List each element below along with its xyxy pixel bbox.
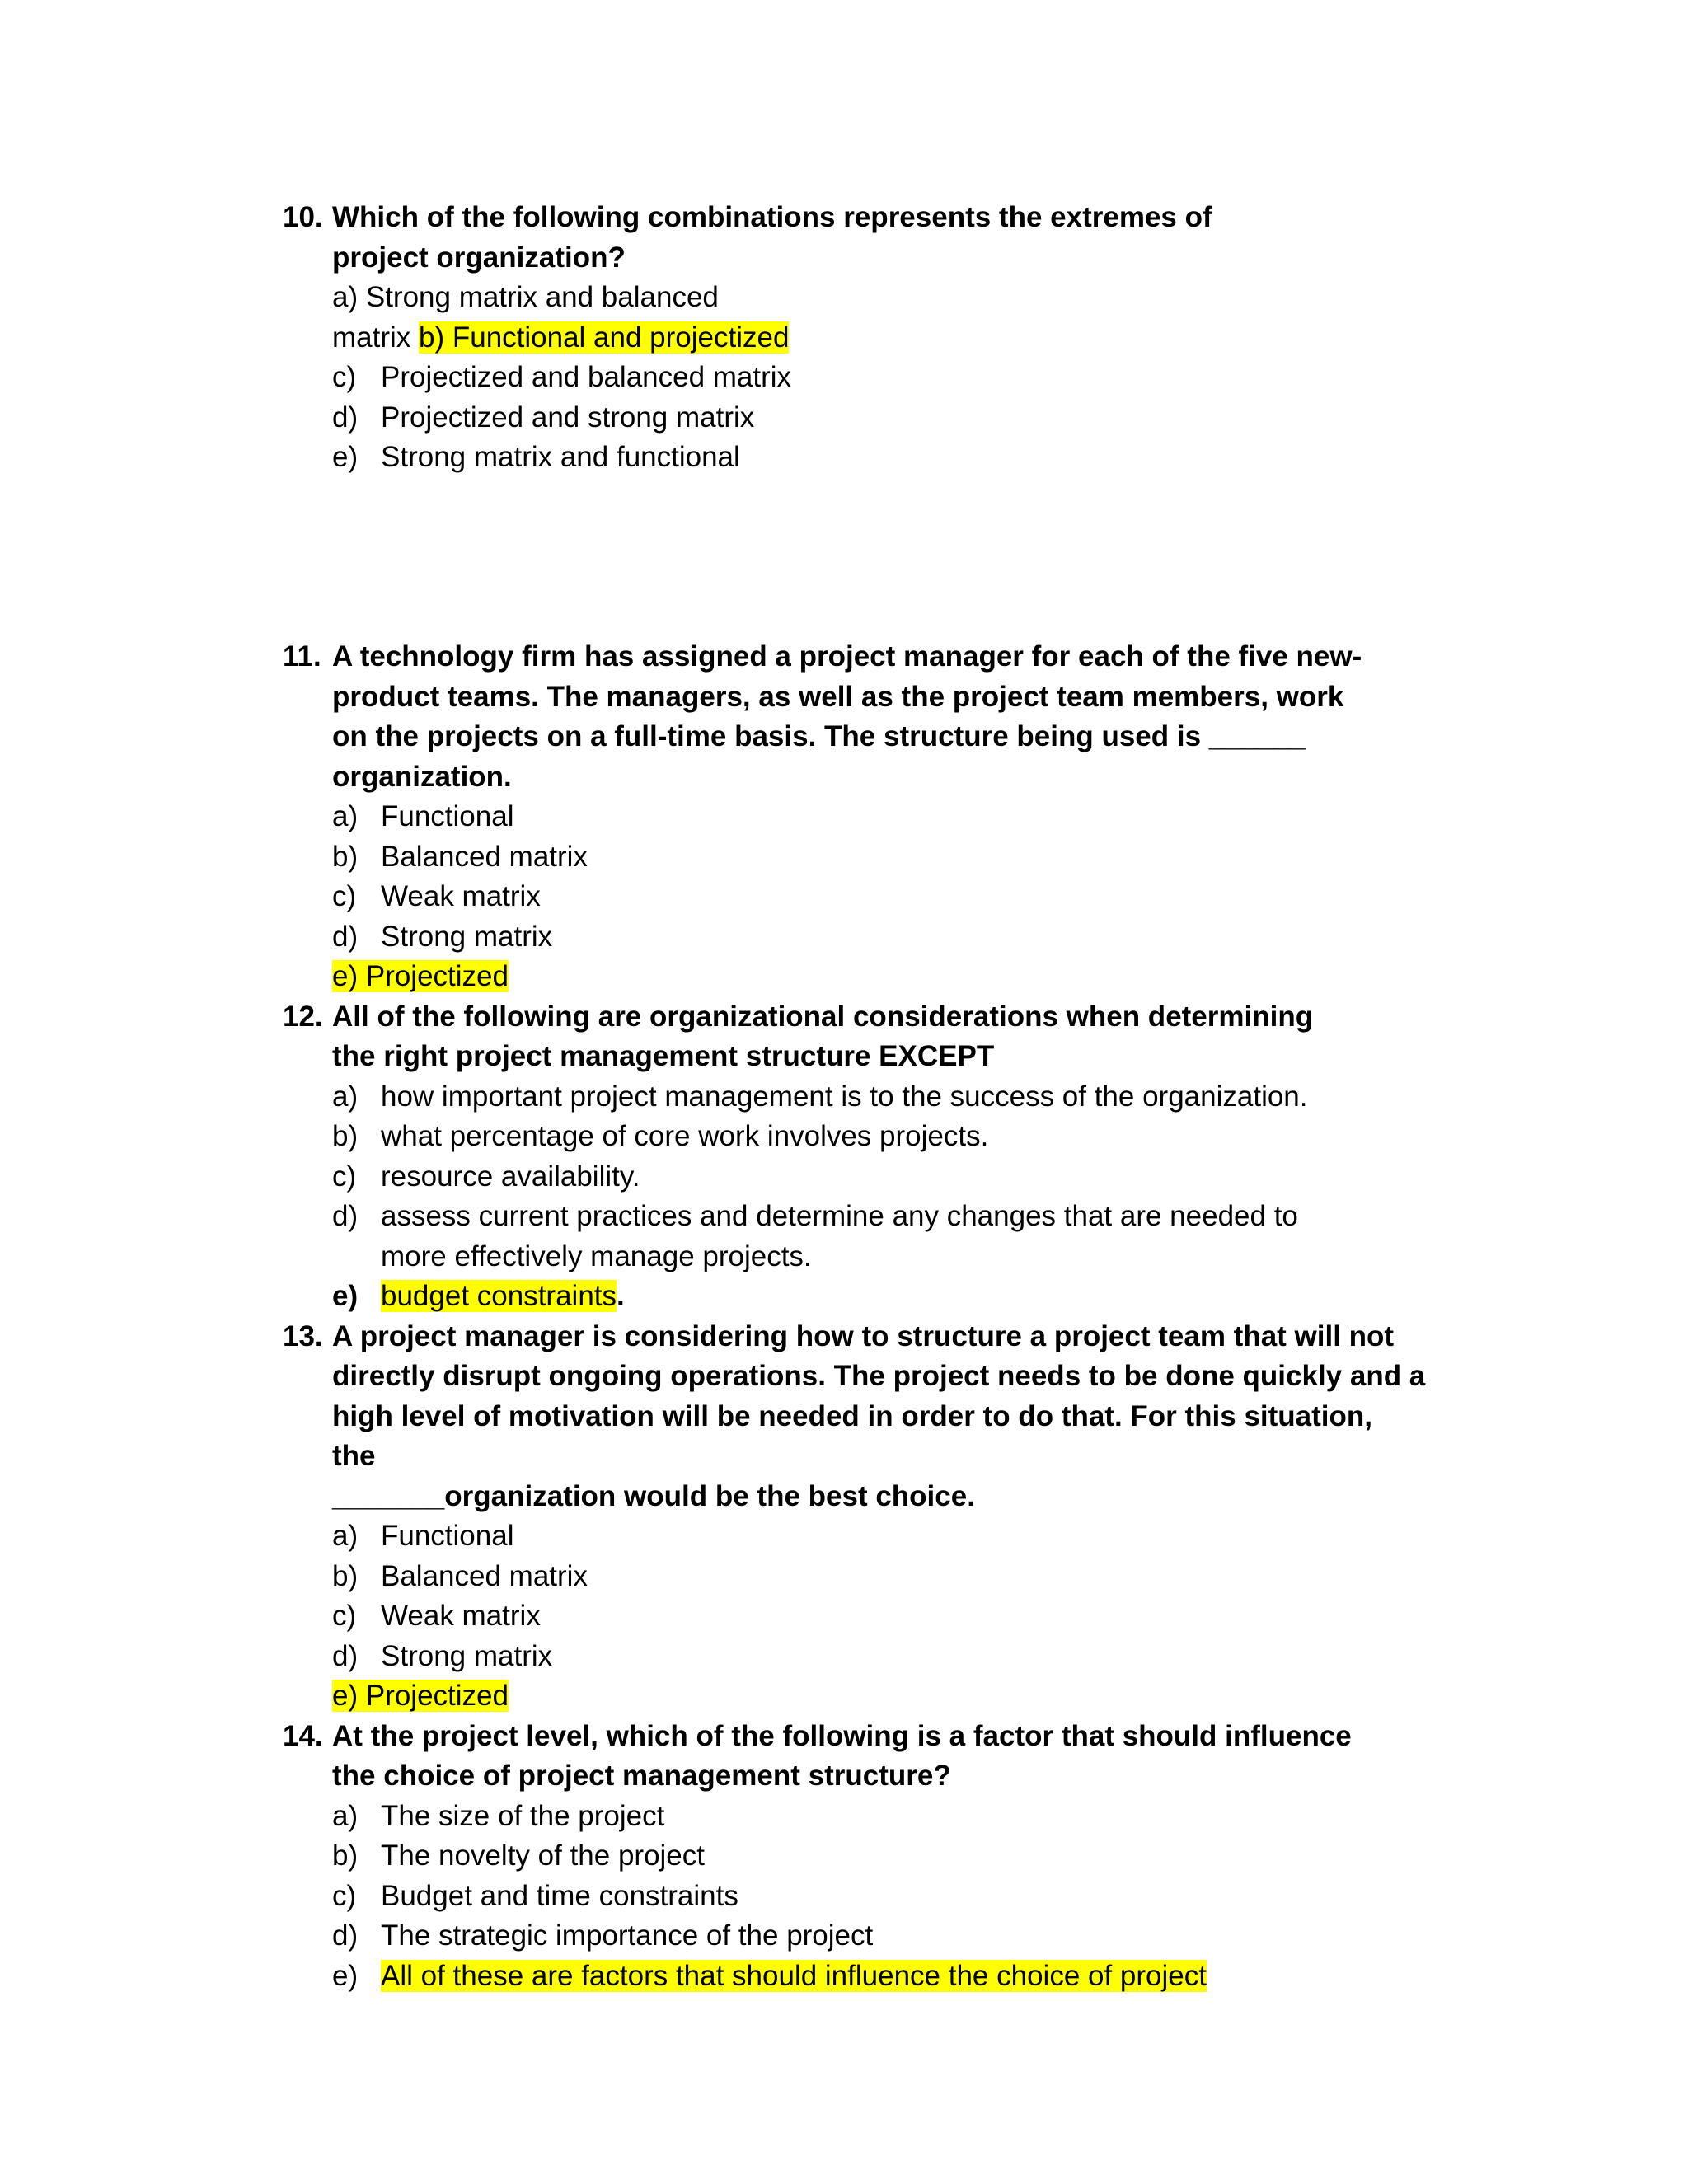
question-12-number: 12.: [283, 1001, 323, 1033]
question-14-option-e-label: e): [332, 1960, 359, 1992]
question-13-text-line-2: directly disrupt ongoing operations. The project needs to be done quickly and a: [332, 1360, 1426, 1392]
question-13-option-b-label: b): [332, 1560, 359, 1592]
question-11-option-a-label: a): [332, 800, 359, 832]
question-10-text-line-2: project organization?: [332, 241, 626, 274]
question-12-option-a: how important project management is to the success of the organization.: [381, 1080, 1308, 1113]
question-10-option-a: a) Strong matrix and balanced: [332, 281, 719, 313]
question-14-option-d-label: d): [332, 1919, 359, 1952]
question-10-option-d-label: d): [332, 401, 359, 434]
question-10-option-d: Projectized and strong matrix: [381, 401, 755, 434]
question-10-option-e: Strong matrix and functional: [381, 441, 740, 473]
question-12-option-e-row: [381, 1277, 625, 1316]
question-14-option-c: Budget and time constraints: [381, 1880, 738, 1912]
question-12-option-c: resource availability.: [381, 1160, 640, 1193]
question-12-option-d-label: d): [332, 1200, 359, 1232]
question-13-text-line-1: A project manager is considering how to structure a project team that will not: [332, 1320, 1395, 1352]
question-13-option-e-row: [332, 1676, 509, 1716]
question-10-option-b-answer: b) Functional and projectized: [419, 321, 790, 354]
question-14-text-line-2: the choice of project management structure?: [332, 1760, 951, 1792]
question-12-option-d-line-1: assess current practices and determine any changes that are needed to: [381, 1200, 1298, 1232]
question-11-number: 11.: [283, 640, 321, 673]
question-12-option-b: what percentage of core work involves projects.: [381, 1120, 989, 1152]
question-14-number: 14.: [283, 1720, 323, 1752]
question-12-text-line-2: the right project management structure EXCEPT: [332, 1040, 995, 1072]
question-10-option-c: Projectized and balanced matrix: [381, 361, 792, 393]
question-11-text-line-4: organization.: [332, 761, 512, 793]
question-10-option-b-row: [332, 318, 789, 358]
question-13-option-c: Weak matrix: [381, 1600, 541, 1632]
question-14-option-e-answer: All of these are factors that should influence the choice of project: [381, 1960, 1207, 1992]
question-13-option-d: Strong matrix: [381, 1640, 553, 1672]
question-13-option-d-label: d): [332, 1640, 359, 1672]
question-13-text-line-5: _______organization would be the best choice.: [332, 1480, 975, 1512]
question-11-option-d-label: d): [332, 921, 359, 953]
question-11-option-e-answer: e) Projectized: [332, 960, 509, 992]
question-11-text-line-2: product teams. The managers, as well as the project team members, work: [332, 681, 1344, 713]
question-10-option-a-continuation: matrix: [332, 321, 419, 354]
question-11-option-b: Balanced matrix: [381, 841, 588, 873]
question-14-option-a-label: a): [332, 1800, 359, 1832]
question-14-option-c-label: c): [332, 1880, 357, 1912]
question-12-text-line-1: All of the following are organizational considerations when determining: [332, 1001, 1314, 1033]
question-12-option-e-period: .: [617, 1280, 625, 1312]
question-11-option-c-label: c): [332, 880, 357, 912]
question-11-text-line-3: on the projects on a full-time basis. The structure being used is ______: [332, 720, 1306, 752]
question-13-option-a-label: a): [332, 1520, 359, 1552]
question-14-option-e-row: [381, 1957, 1207, 1996]
question-14-option-d: The strategic importance of the project: [381, 1919, 874, 1952]
question-14-option-b: The novelty of the project: [381, 1840, 705, 1872]
question-13-text-line-4: the: [332, 1440, 376, 1472]
question-12-option-a-label: a): [332, 1080, 359, 1113]
question-14-option-a: The size of the project: [381, 1800, 665, 1832]
question-11-option-c: Weak matrix: [381, 880, 541, 912]
question-12-option-e-answer: budget constraints: [381, 1280, 617, 1312]
question-12-option-c-label: c): [332, 1160, 357, 1193]
question-13-option-b: Balanced matrix: [381, 1560, 588, 1592]
question-11-option-d: Strong matrix: [381, 921, 553, 953]
question-10-number: 10.: [283, 201, 323, 233]
question-11-option-e-row: [332, 957, 509, 996]
question-11-text-line-1: A technology firm has assigned a project manager for each of the five new-: [332, 640, 1362, 673]
question-14-option-b-label: b): [332, 1840, 359, 1872]
question-13-option-e-answer: e) Projectized: [332, 1680, 509, 1712]
question-13-option-c-label: c): [332, 1600, 357, 1632]
question-12-option-b-label: b): [332, 1120, 359, 1152]
question-14-text-line-1: At the project level, which of the following is a factor that should influence: [332, 1720, 1352, 1752]
question-11-option-b-label: b): [332, 841, 359, 873]
question-10-text-line-1: Which of the following combinations represents the extremes of: [332, 201, 1212, 233]
question-13-number: 13.: [283, 1320, 323, 1352]
question-13-text-line-3: high level of motivation will be needed in order to do that. For this situation,: [332, 1400, 1372, 1432]
question-13-option-a: Functional: [381, 1520, 514, 1552]
question-12-option-e-label: e): [332, 1280, 359, 1312]
question-10-option-e-label: e): [332, 441, 359, 473]
question-10-option-c-label: c): [332, 361, 357, 393]
question-12-option-d-line-2: more effectively manage projects.: [381, 1240, 812, 1272]
question-11-option-a: Functional: [381, 800, 514, 832]
